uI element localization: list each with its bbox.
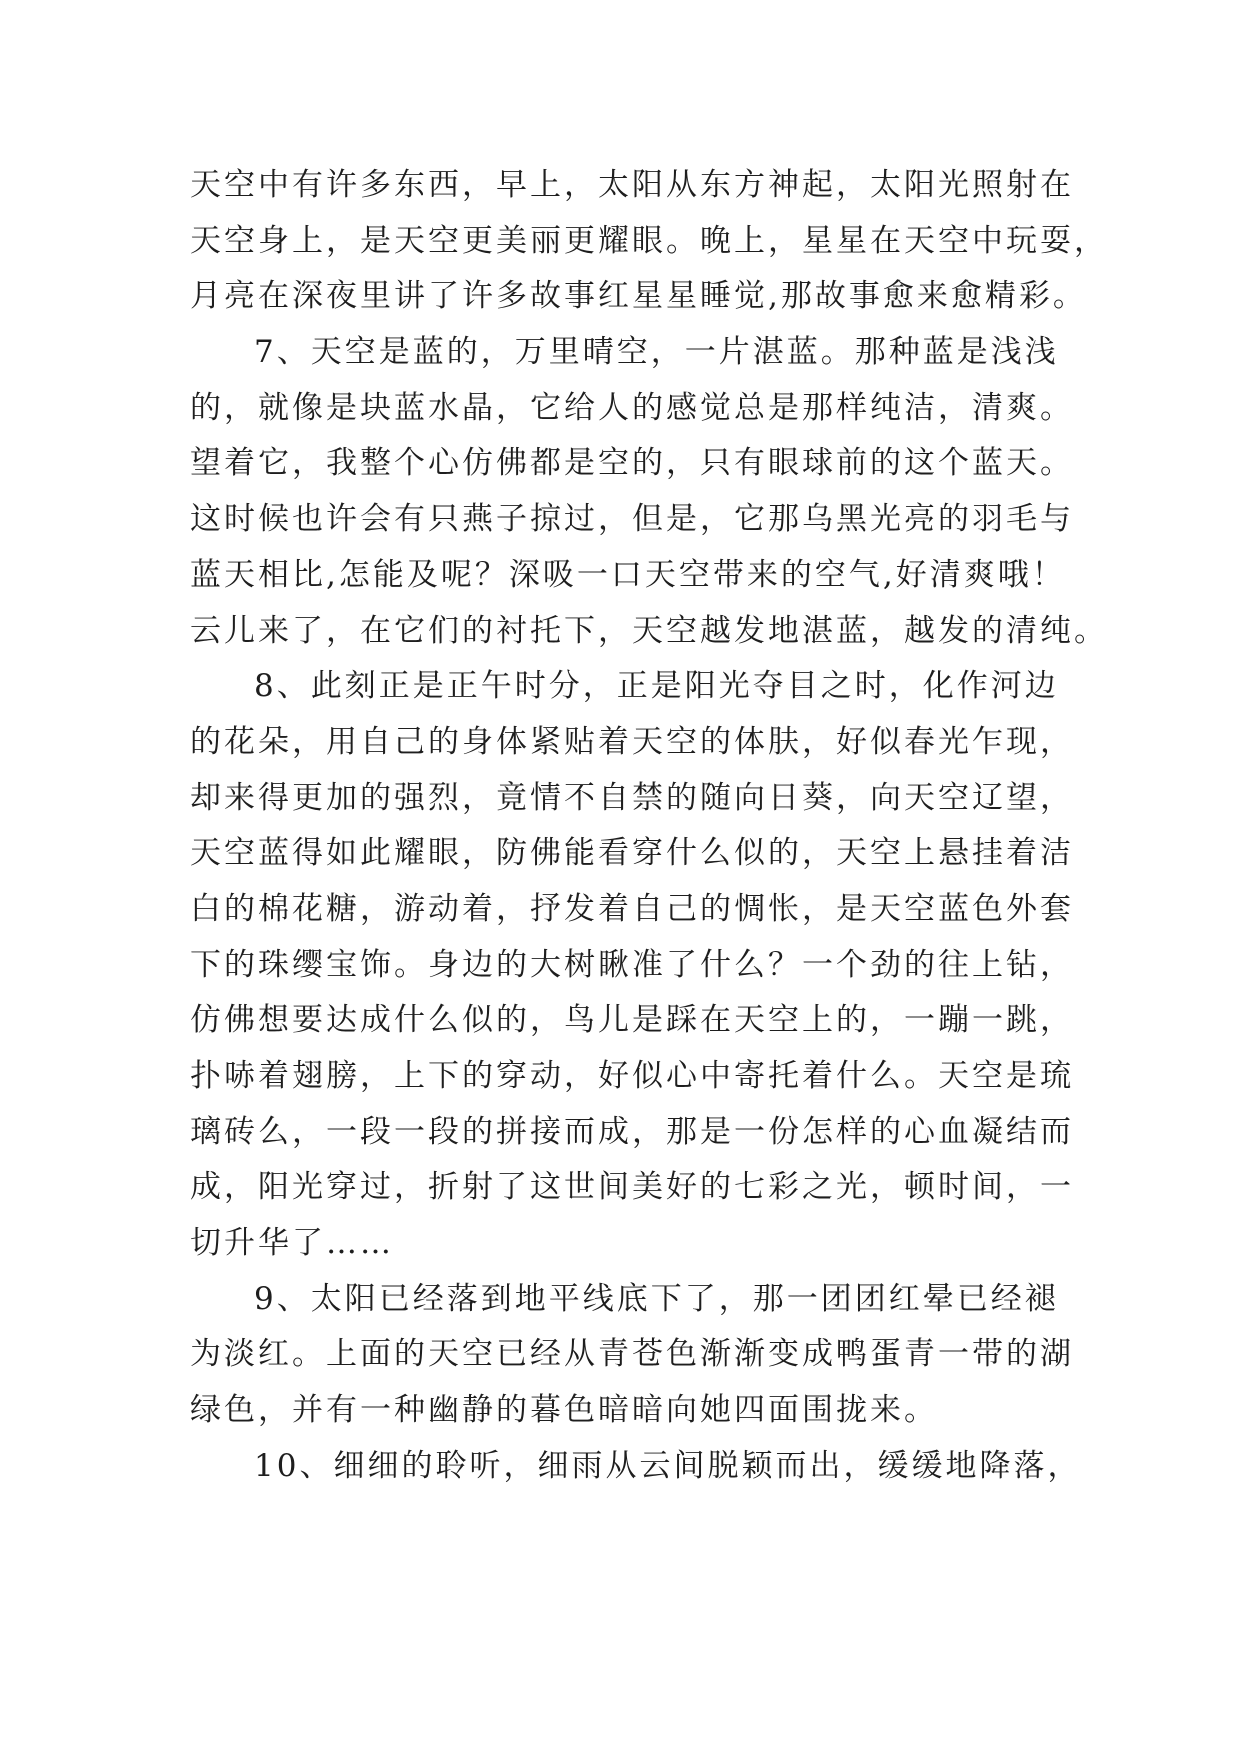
text-line: 月亮在深夜里讲了许多故事红星星睡觉,那故事愈来愈精彩。	[190, 278, 1087, 315]
text-line: 白的棉花糖，游动着，抒发着自己的惆怅，是天空蓝色外套	[190, 890, 1074, 927]
text-line: 天空中有许多东西，早上，太阳从东方神起，太阳光照射在	[190, 167, 1074, 203]
text-line: 为淡红。上面的天空已经从青苍色渐渐变成鸭蛋青一带的湖	[190, 1336, 1074, 1373]
text-line: 天空蓝得如此耀眼，防佛能看穿什么似的，天空上悬挂着洁	[190, 835, 1074, 872]
text-line: 天空身上，是天空更美丽更耀眼。晚上，星星在天空中玩耍，	[190, 222, 1108, 259]
paragraph-first-line: 10、细细的聆听，细雨从云间脱颖而出，缓缓地降落，	[254, 1447, 1082, 1484]
text-line: 成，阳光穿过，折射了这世间美好的七彩之光，顿时间，一	[190, 1169, 1074, 1206]
body-text	[190, 158, 1108, 1495]
text-line: 璃砖么，一段一段的拼接而成，那是一份怎样的心血凝结而	[190, 1113, 1074, 1150]
text-line: 云儿来了，在它们的衬托下，天空越发地湛蓝，越发的清纯。	[190, 612, 1108, 649]
text-line: 仿佛想要达成什么似的，鸟儿是踩在天空上的，一蹦一跳，	[190, 1002, 1074, 1039]
text-line: 蓝天相比,怎能及呢？深吸一口天空带来的空气,好清爽哦！	[190, 556, 1066, 593]
text-line: 望着它，我整个心仿佛都是空的，只有眼球前的这个蓝天。	[190, 445, 1074, 482]
text-line: 的，就像是块蓝水晶，它给人的感觉总是那样纯洁，清爽。	[190, 389, 1074, 426]
text-line: 却来得更加的强烈，竟情不自禁的随向日葵，向天空辽望，	[190, 779, 1074, 816]
text-line: 的花朵，用自己的身体紧贴着天空的体肤，好似春光乍现，	[190, 723, 1074, 760]
text-line: 切升华了……	[190, 1225, 394, 1262]
text-line: 这时候也许会有只燕子掠过，但是，它那乌黑光亮的羽毛与	[190, 501, 1074, 538]
paragraph-first-line: 7、天空是蓝的，万里晴空，一片湛蓝。那种蓝是浅浅	[254, 334, 1059, 371]
text-line: 绿色，并有一种幽静的暮色暗暗向她四面围拢来。	[190, 1392, 938, 1429]
text-line: 扑哧着翅膀，上下的穿动，好似心中寄托着什么。天空是琉	[190, 1058, 1074, 1094]
paragraph-first-line: 9、太阳已经落到地平线底下了，那一团团红晕已经褪	[254, 1280, 1059, 1317]
paragraph-first-line: 8、此刻正是正午时分，正是阳光夺目之时，化作河边	[254, 668, 1059, 705]
text-line: 下的珠缨宝饰。身边的大树瞅准了什么？一个劲的往上钻，	[190, 946, 1074, 983]
